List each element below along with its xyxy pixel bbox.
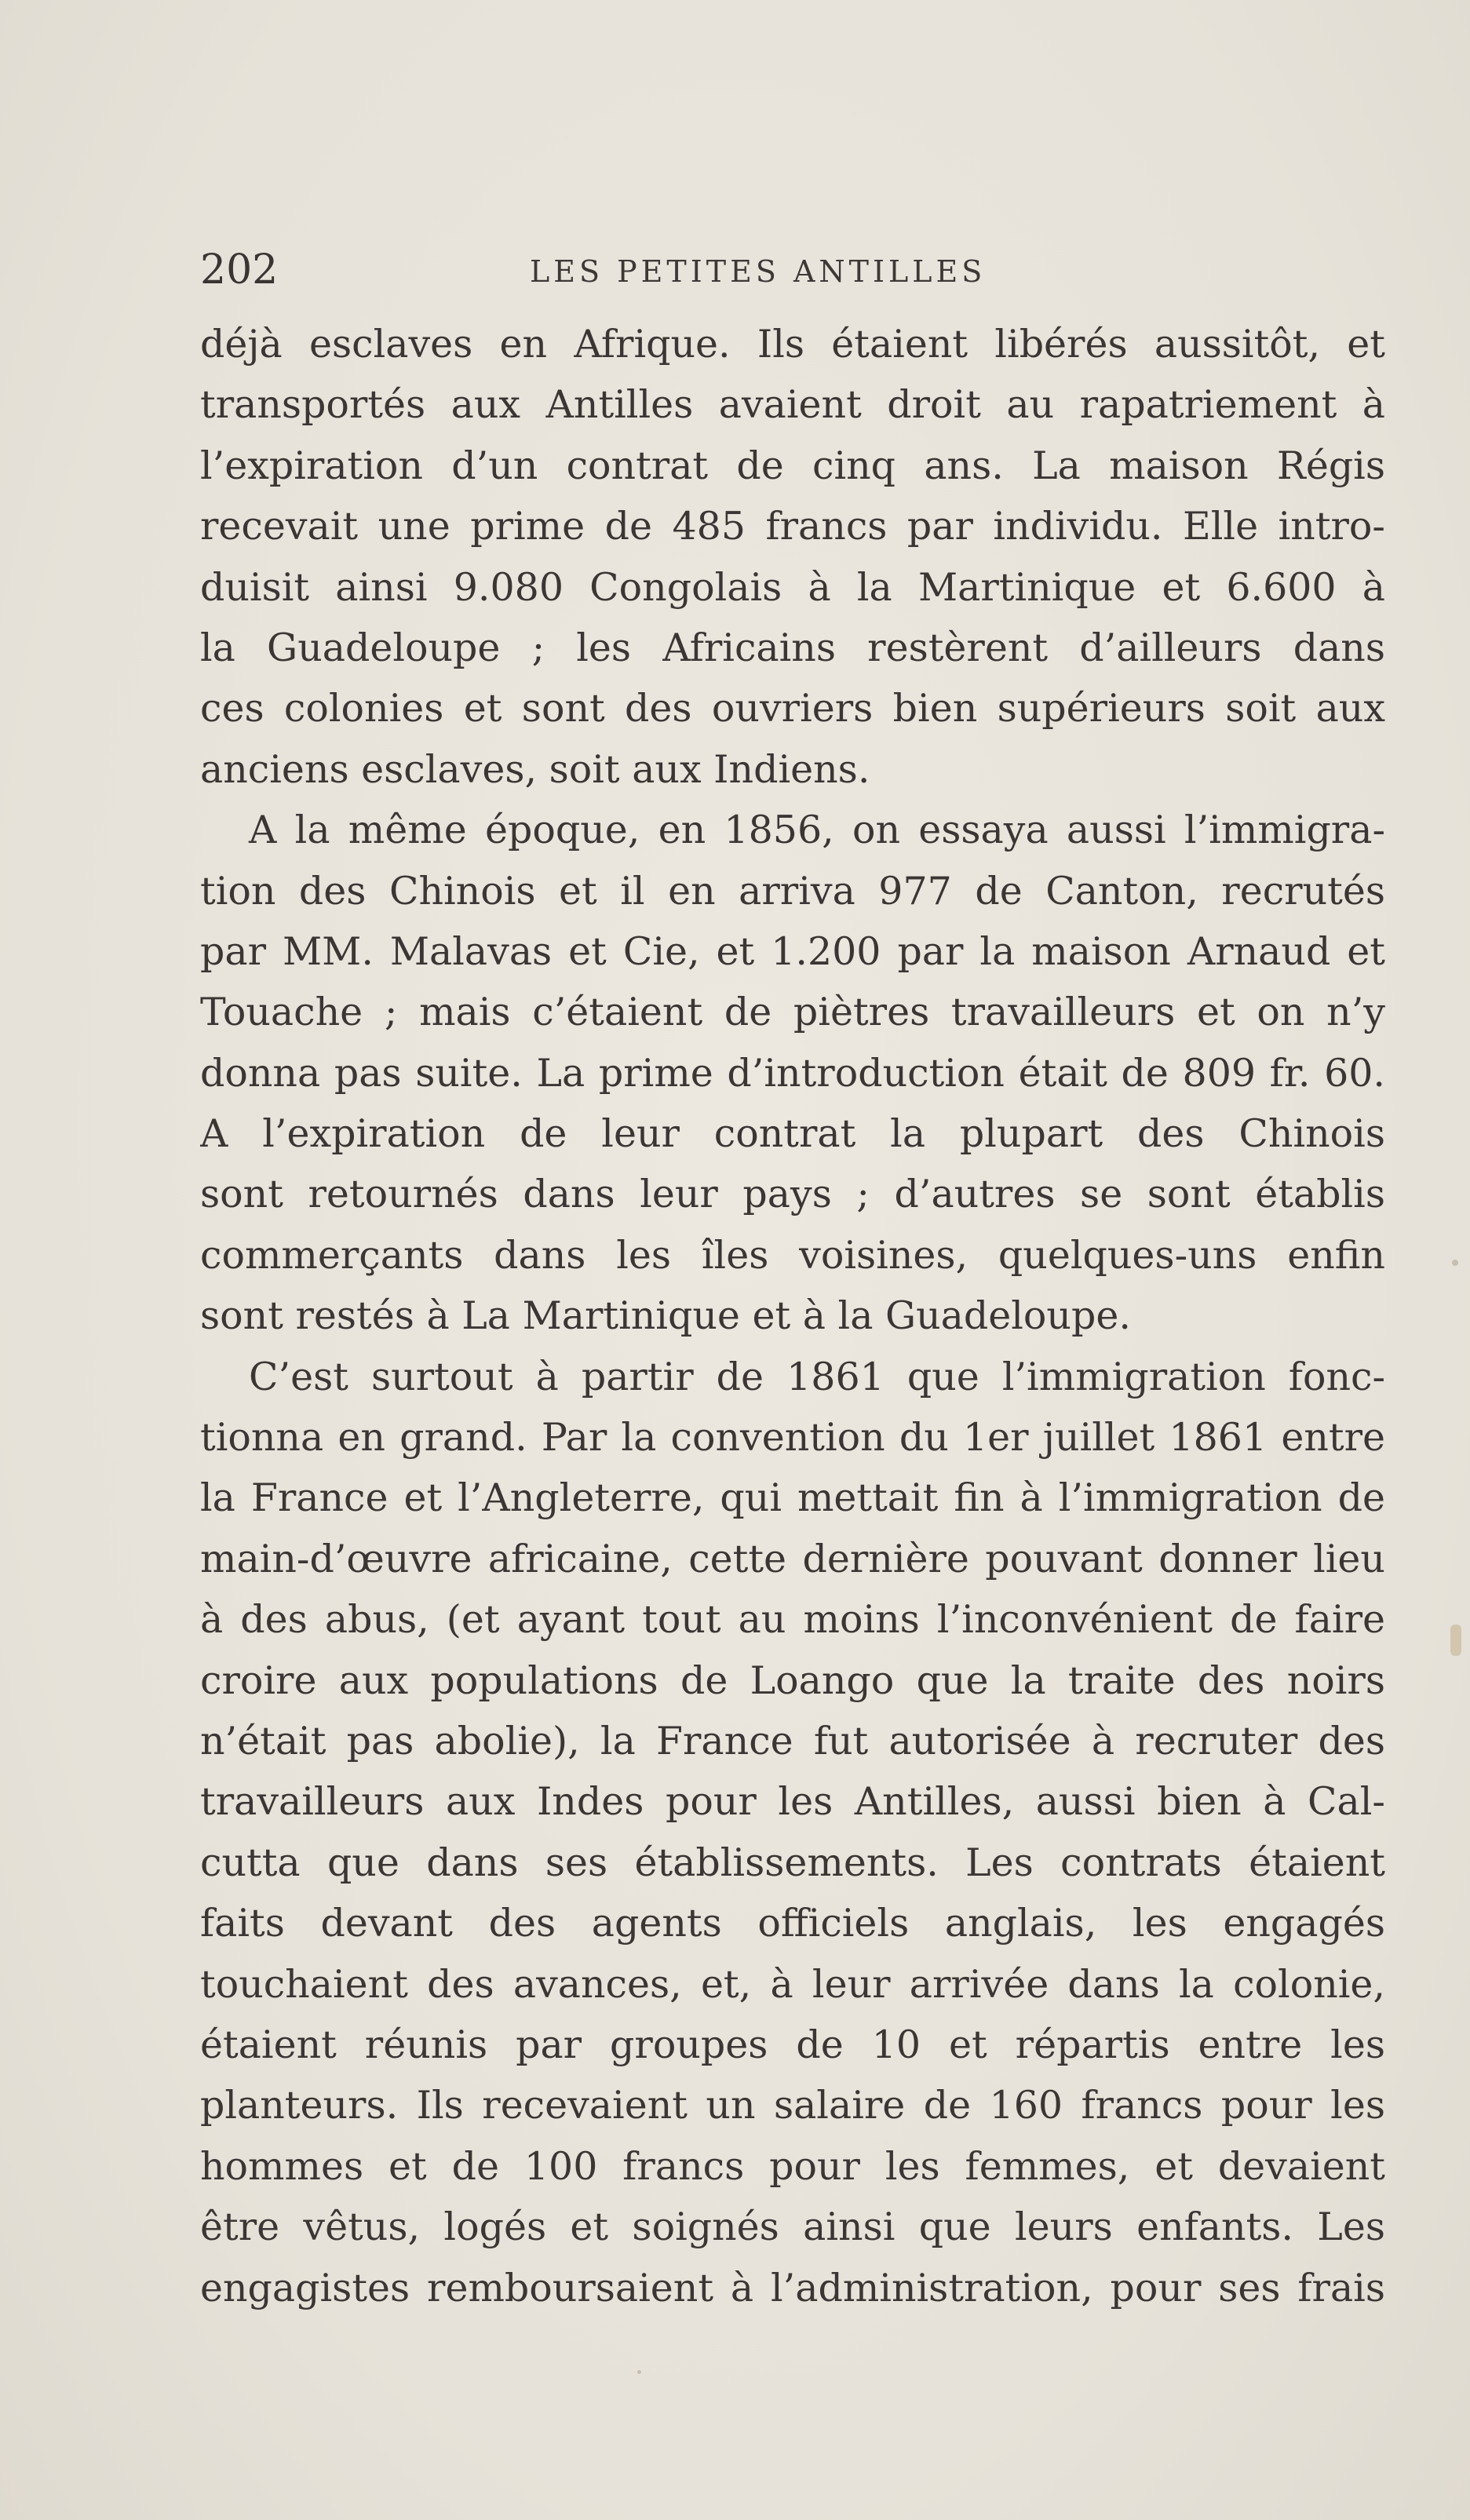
text-line: n’était pas abolie), la France fut autorisée à recruter des: [200, 1718, 1385, 1763]
text-line: croire aux populations de Loango que la traite des noirs: [200, 1658, 1385, 1703]
paper-speck: [637, 2370, 641, 2374]
text-line: donna pas suite. La prime d’introduction était de 809 fr. 60.: [200, 1050, 1385, 1096]
text-line: étaient réunis par groupes de 10 et répartis entre les: [200, 2022, 1385, 2067]
text-line: Touache ; mais c’étaient de piètres travailleurs et on n’y: [200, 990, 1385, 1035]
text-line: tionna en grand. Par la convention du 1er juillet 1861 entre: [200, 1415, 1385, 1461]
text-line: anciens esclaves, soit aux Indiens.: [200, 746, 870, 792]
text-line: main-d’œuvre africaine, cette dernière pouvant donner lieu: [200, 1536, 1385, 1581]
text-line: engagistes remboursaient à l’administration, pour ses frais: [200, 2265, 1385, 2310]
text-line: A la même époque, en 1856, on essaya aussi l’immigra-: [249, 808, 1385, 853]
text-line: hommes et de 100 francs pour les femmes, et devaient: [200, 2143, 1385, 2189]
text-line: duisit ainsi 9.080 Congolais à la Martinique et 6.600 à: [200, 564, 1385, 610]
text-line: déjà esclaves en Afrique. Ils étaient libérés aussitôt, et: [200, 322, 1385, 367]
text-line: à des abus, (et ayant tout au moins l’inconvénient de faire: [200, 1597, 1385, 1643]
text-line: sont retournés dans leur pays ; d’autres se sont établis: [200, 1172, 1385, 1217]
paper-speck: [1452, 1260, 1458, 1266]
text-line: commerçants dans les îles voisines, quelques-uns enfin: [200, 1232, 1385, 1278]
page-header: [200, 245, 1397, 295]
text-line: ces colonies et sont des ouvriers bien supérieurs soit aux: [200, 686, 1385, 731]
text-line: A l’expiration de leur contrat la plupart des Chinois: [200, 1111, 1385, 1157]
page-number: 202: [200, 246, 279, 294]
text-line: la France et l’Angleterre, qui mettait fin à l’immigration de: [200, 1475, 1385, 1521]
text-line: C’est surtout à partir de 1861 que l’immigration fonc-: [249, 1354, 1385, 1399]
text-line: cutta que dans ses établissements. Les contrats étaient: [200, 1840, 1385, 1885]
text-line: recevait une prime de 485 francs par individu. Elle intro-: [200, 504, 1385, 549]
text-line: l’expiration d’un contrat de cinq ans. La maison Régis: [200, 443, 1385, 488]
text-line: par MM. Malavas et Cie, et 1.200 par la maison Arnaud et: [200, 928, 1385, 974]
text-line: être vêtus, logés et soignés ainsi que leurs enfants. Les: [200, 2205, 1385, 2250]
body-text: [200, 314, 1385, 2318]
text-line: travailleurs aux Indes pour les Antilles, aussi bien à Cal-: [200, 1779, 1385, 1825]
text-line: tion des Chinois et il en arriva 977 de Canton, recrutés: [200, 868, 1385, 914]
text-line: transportés aux Antilles avaient droit au rapatriement à: [200, 382, 1385, 428]
text-line: faits devant des agents officiels anglais, les engagés: [200, 1901, 1385, 1946]
text-line: planteurs. Ils recevaient un salaire de 160 francs pour les: [200, 2083, 1385, 2128]
text-line: la Guadeloupe ; les Africains restèrent d’ailleurs dans: [200, 625, 1385, 670]
text-line: sont restés à La Martinique et à la Guadeloupe.: [200, 1293, 1131, 1339]
text-line: touchaient des avances, et, à leur arrivée dans la colonie,: [200, 1961, 1385, 2007]
running-title: LES PETITES ANTILLES: [530, 254, 987, 289]
paper-speck: [1450, 1625, 1461, 1656]
